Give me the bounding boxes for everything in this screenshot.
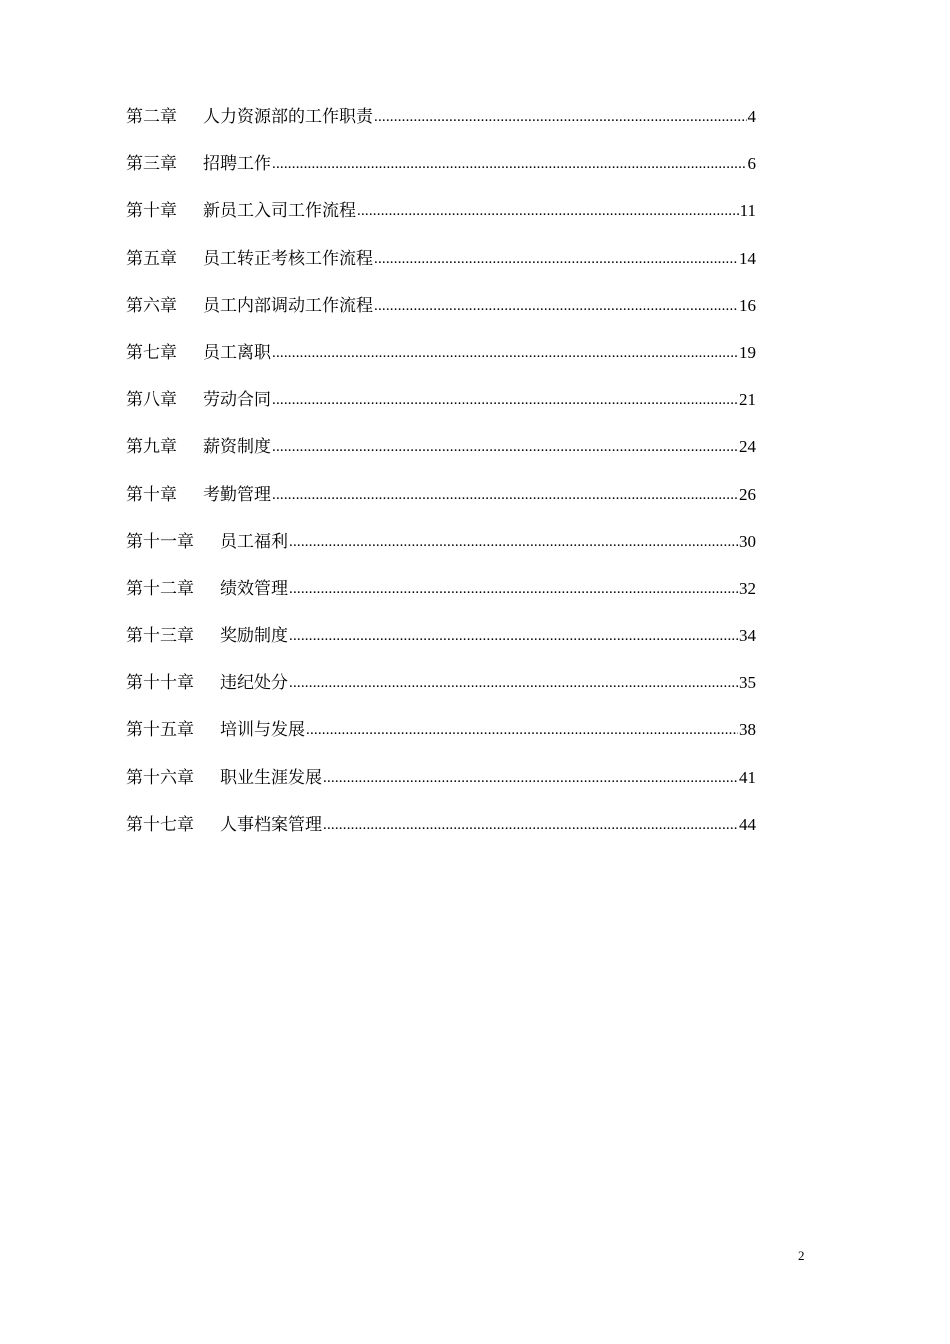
toc-dot-leader [374, 288, 738, 323]
toc-page-ref: 34 [739, 626, 756, 646]
toc-page-ref: 6 [747, 154, 756, 174]
toc-entry[interactable] [126, 100, 756, 147]
toc-entry[interactable] [126, 666, 756, 713]
toc-entry[interactable] [126, 289, 756, 336]
toc-page-ref: 11 [739, 201, 756, 221]
toc-page-ref: 41 [739, 767, 756, 787]
toc-entry[interactable] [126, 761, 756, 808]
toc-chapter-number: 第十一章 [126, 531, 194, 552]
toc-dot-leader [323, 807, 738, 842]
toc-entry[interactable] [126, 525, 756, 572]
toc-dot-leader [289, 618, 738, 653]
table-of-contents [126, 100, 756, 855]
toc-page-ref: 38 [739, 720, 756, 740]
toc-chapter-title: 人力资源部的工作职责 [203, 107, 373, 127]
toc-dot-leader [272, 382, 738, 417]
toc-entry[interactable] [126, 572, 756, 619]
toc-chapter-title: 员工福利 [220, 531, 288, 552]
toc-chapter-number: 第六章 [126, 295, 177, 316]
toc-page-ref: 30 [739, 531, 756, 551]
toc-entry[interactable] [126, 194, 756, 241]
toc-chapter-number: 第七章 [126, 342, 177, 363]
toc-chapter-title: 员工离职 [203, 342, 271, 363]
toc-page-ref: 4 [747, 107, 756, 126]
toc-chapter-number: 第十二章 [126, 578, 194, 599]
toc-page-ref: 44 [739, 814, 756, 834]
toc-dot-leader [289, 571, 738, 606]
toc-entry[interactable] [126, 619, 756, 666]
toc-page-ref: 26 [739, 484, 756, 504]
toc-dot-leader [323, 760, 738, 795]
toc-chapter-title: 奖励制度 [220, 626, 288, 647]
toc-dot-leader [289, 524, 738, 559]
toc-dot-leader [272, 335, 738, 370]
toc-entry[interactable] [126, 430, 756, 477]
toc-chapter-title: 薪资制度 [203, 437, 271, 458]
toc-chapter-title: 职业生涯发展 [220, 767, 322, 788]
toc-chapter-title: 劳动合同 [203, 390, 271, 411]
toc-chapter-title: 违纪处分 [220, 673, 288, 694]
toc-chapter-number: 第九章 [126, 437, 177, 458]
toc-page-ref: 32 [739, 578, 756, 598]
toc-page-ref: 14 [739, 248, 756, 268]
toc-chapter-number: 第十十章 [126, 673, 194, 694]
toc-chapter-title: 绩效管理 [220, 578, 288, 599]
toc-chapter-number: 第三章 [126, 154, 177, 175]
toc-entry[interactable] [126, 478, 756, 525]
toc-entry[interactable] [126, 242, 756, 289]
toc-chapter-number: 第十章 [126, 484, 177, 505]
toc-dot-leader [272, 429, 738, 464]
toc-entry[interactable] [126, 147, 756, 194]
toc-chapter-number: 第八章 [126, 390, 177, 411]
toc-page-ref: 19 [739, 342, 756, 362]
toc-dot-leader [374, 241, 738, 276]
toc-dot-leader [272, 477, 738, 512]
toc-page-ref: 24 [739, 437, 756, 457]
toc-chapter-number: 第十六章 [126, 767, 194, 788]
toc-chapter-title: 考勤管理 [203, 484, 271, 505]
toc-chapter-number: 第十章 [126, 201, 177, 222]
toc-dot-leader [272, 146, 747, 181]
toc-page-ref: 16 [739, 295, 756, 315]
toc-entry[interactable] [126, 808, 756, 855]
page-number: 2 [798, 1248, 805, 1263]
toc-dot-leader [357, 193, 739, 228]
toc-entry[interactable] [126, 336, 756, 383]
toc-chapter-number: 第二章 [126, 107, 177, 127]
toc-chapter-title: 新员工入司工作流程 [203, 201, 356, 222]
toc-page-ref: 21 [739, 390, 756, 410]
toc-chapter-title: 人事档案管理 [220, 814, 322, 835]
toc-chapter-title: 培训与发展 [220, 720, 305, 741]
toc-dot-leader [306, 712, 738, 747]
toc-chapter-number: 第五章 [126, 248, 177, 269]
toc-entry[interactable] [126, 383, 756, 430]
toc-chapter-number: 第十七章 [126, 814, 194, 835]
toc-entry[interactable] [126, 713, 756, 760]
toc-chapter-number: 第十三章 [126, 626, 194, 647]
toc-dot-leader [289, 665, 738, 700]
toc-chapter-title: 员工内部调动工作流程 [203, 295, 373, 316]
toc-chapter-number: 第十五章 [126, 720, 194, 741]
toc-chapter-title: 员工转正考核工作流程 [203, 248, 373, 269]
toc-page-ref: 35 [739, 673, 756, 693]
toc-chapter-title: 招聘工作 [203, 154, 271, 175]
toc-dot-leader [374, 99, 747, 134]
